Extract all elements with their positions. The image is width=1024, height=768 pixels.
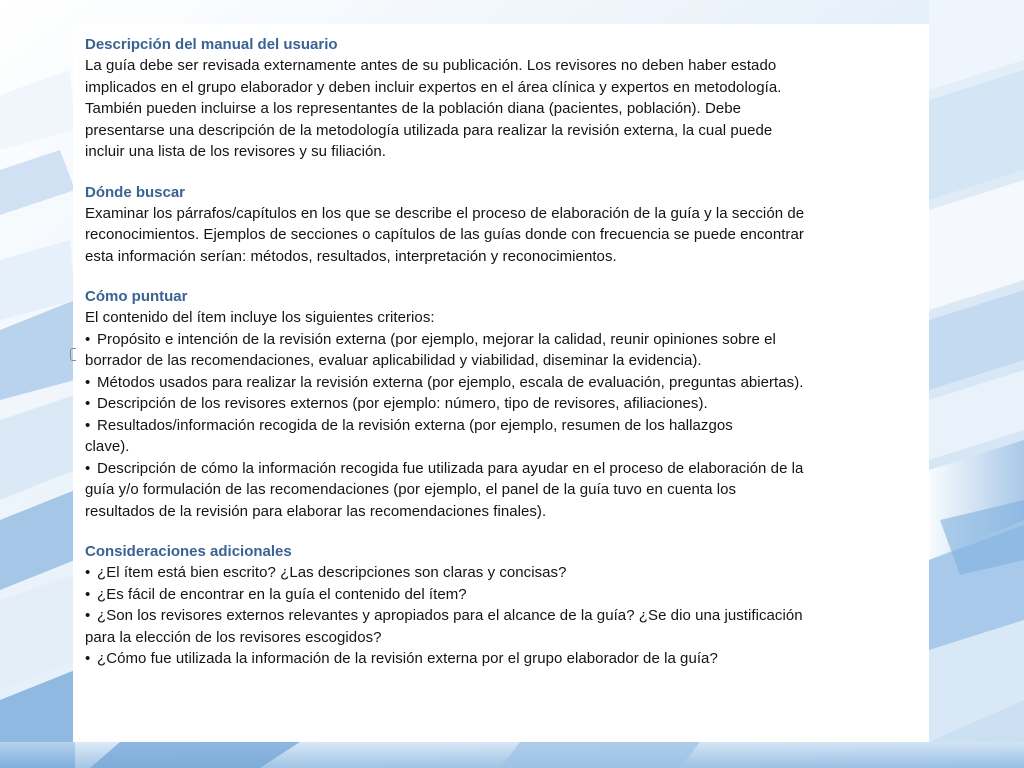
bullet-continuation: clave). bbox=[85, 438, 130, 455]
bullet-continuation: para la elección de los revisores escogidos? bbox=[85, 628, 382, 646]
intro-line: El contenido del ítem incluye los siguientes criterios: bbox=[85, 309, 435, 326]
bullet-item: • ¿Cómo fue utilizada la información de la revisión externa por el grupo elaborador de la guía? bbox=[85, 648, 919, 670]
bullet-item: • Descripción de cómo la información recogida fue utilizada para ayudar en el proceso de elaboración de la bbox=[85, 458, 919, 480]
bullet-item: • ¿Es fácil de encontrar en la guía el contenido del ítem? bbox=[85, 584, 919, 606]
bullet-item: • Propósito e intención de la revisión externa (por ejemplo, mejorar la calidad, reunir opiniones sobre el bbox=[85, 329, 919, 351]
section-heading: Cómo puntuar bbox=[85, 288, 188, 305]
bullet-continuation: borrador de las recomendaciones, evaluar aplicabilidad y viabilidad, diseminar la evidencia). bbox=[85, 352, 702, 369]
bullet-item: • Descripción de los revisores externos (por ejemplo: número, tipo de revisores, afiliaciones). bbox=[85, 393, 919, 415]
section-como-puntuar bbox=[85, 286, 919, 522]
section-heading: Consideraciones adicionales bbox=[85, 543, 292, 560]
bullet-continuation: guía y/o formulación de las recomendaciones (por ejemplo, el panel de la guía tuvo en cuenta los bbox=[85, 481, 737, 498]
text-line: esta información serían: métodos, resultados, interpretación y reconocimientos. bbox=[85, 247, 617, 265]
text-line: incluir una lista de los revisores y su filiación. bbox=[85, 143, 386, 160]
section-heading: Descripción del manual del usuario bbox=[85, 36, 338, 53]
margin-marker bbox=[70, 348, 76, 361]
section-donde-buscar bbox=[85, 182, 919, 268]
bullet-continuation: resultados de la revisión para elaborar las recomendaciones finales). bbox=[85, 502, 547, 520]
text-line: La guía debe ser revisada externamente antes de su publicación. Los revisores no deben haber estado bbox=[85, 57, 777, 74]
text-line: reconocimientos. Ejemplos de secciones o capítulos de las guías donde con frecuencia se puede encontrar bbox=[85, 226, 804, 243]
text-line: implicados en el grupo elaborador y deben incluir expertos en el área clínica y expertos en metodología. bbox=[85, 78, 782, 96]
section-consideraciones bbox=[85, 541, 919, 670]
bullet-item: • Métodos usados para realizar la revisión externa (por ejemplo, escala de evaluación, preguntas abiertas). bbox=[85, 372, 919, 394]
section-descripcion bbox=[85, 34, 919, 163]
bullet-item: • ¿El ítem está bien escrito? ¿Las descripciones son claras y concisas? bbox=[85, 562, 919, 584]
section-heading: Dónde buscar bbox=[85, 183, 186, 201]
bullet-item: • Resultados/información recogida de la revisión externa (por ejemplo, resumen de los hallazgos bbox=[85, 415, 919, 437]
text-line: También pueden incluirse a los representantes de la población diana (pacientes, población). Debe bbox=[85, 100, 742, 117]
text-line: presentarse una descripción de la metodología utilizada para realizar la revisión externa, la cual puede bbox=[85, 121, 773, 139]
text-line: Examinar los párrafos/capítulos en los que se describe el proceso de elaboración de la guía y la sección de bbox=[85, 204, 805, 222]
document-page bbox=[73, 24, 929, 742]
bullet-item: • ¿Son los revisores externos relevantes y apropiados para el alcance de la guía? ¿Se dio una justificación bbox=[85, 605, 919, 627]
